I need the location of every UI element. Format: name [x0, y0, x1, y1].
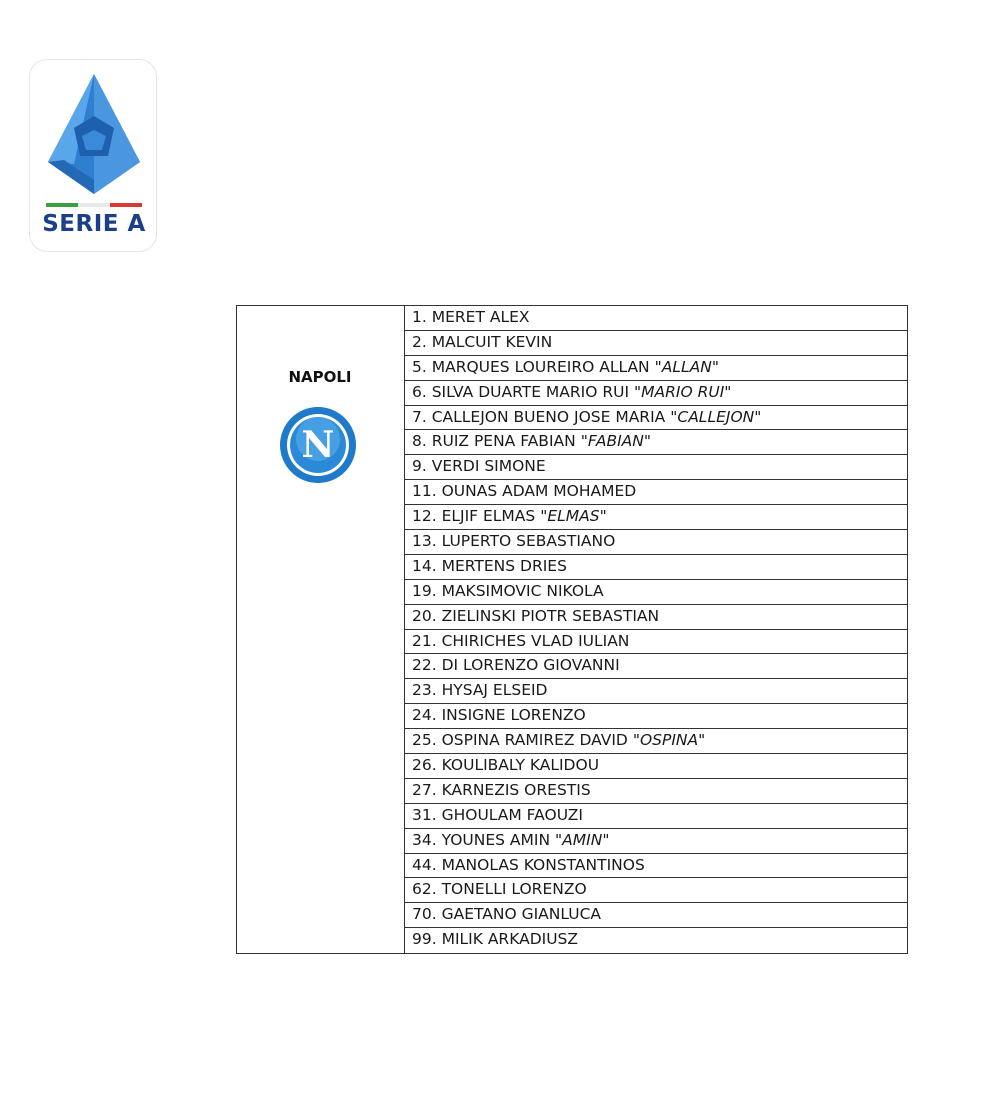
italian-flag-stripe: [46, 203, 142, 207]
player-name: 70. GAETANO GIANLUCA: [412, 905, 601, 924]
player-name: 2. MALCUIT KEVIN: [412, 332, 553, 351]
player-row: [405, 580, 907, 605]
league-name: SERIE A: [42, 211, 146, 237]
player-name: 26. KOULIBALY KALIDOU: [412, 756, 600, 775]
player-name: 14. MERTENS DRIES: [412, 556, 567, 575]
player-row: [405, 729, 907, 754]
player-name: 31. GHOULAM FAOUZI: [412, 805, 583, 824]
player-row: [405, 754, 907, 779]
player-name: 25. OSPINA RAMIREZ DAVID: [412, 731, 628, 750]
player-name: 7. CALLEJON BUENO JOSE MARIA: [412, 407, 666, 426]
player-name: 1. MERET ALEX: [412, 308, 530, 326]
player-row: [405, 455, 907, 480]
player-name: 5. MARQUES LOUREIRO ALLAN: [412, 357, 650, 376]
player-name: 99. MILIK ARKADIUSZ: [412, 930, 578, 949]
player-row: [405, 381, 907, 406]
serie-a-league-icon: [44, 72, 144, 200]
player-row: [405, 654, 907, 679]
player-name: 20. ZIELINSKI PIOTR SEBASTIAN: [412, 606, 660, 625]
player-row: [405, 530, 907, 555]
player-name: 13. LUPERTO SEBASTIANO: [412, 532, 616, 551]
player-name: 22. DI LORENZO GIOVANNI: [412, 656, 620, 675]
team-name: NAPOLI: [288, 368, 352, 386]
team-roster-table: [236, 305, 908, 954]
player-row: [405, 331, 907, 356]
team-cell: [237, 306, 405, 953]
player-nickname: "ELMAS": [540, 507, 607, 526]
player-list: [405, 306, 907, 953]
serie-a-logo: [29, 59, 157, 252]
player-name: 11. OUNAS ADAM MOHAMED: [412, 482, 637, 501]
player-row: [405, 555, 907, 580]
player-name: 6. SILVA DUARTE MARIO RUI: [412, 382, 630, 401]
player-name: 62. TONELLI LORENZO: [412, 880, 587, 899]
crest-letter: N: [301, 424, 335, 466]
player-nickname: "OSPINA": [632, 731, 706, 750]
player-row: [405, 630, 907, 655]
player-name: 8. RUIZ PENA FABIAN: [412, 432, 576, 451]
player-name: 12. ELJIF ELMAS: [412, 507, 536, 526]
player-row: [405, 903, 907, 928]
player-row: [405, 679, 907, 704]
player-name: 21. CHIRICHES VLAD IULIAN: [412, 631, 630, 650]
stripe-green: [46, 203, 78, 207]
player-row: [405, 306, 907, 331]
player-row: [405, 854, 907, 879]
player-nickname: "FABIAN": [580, 432, 651, 451]
player-row: [405, 406, 907, 431]
player-row: [405, 829, 907, 854]
player-row: [405, 804, 907, 829]
player-name: 23. HYSAJ ELSEID: [412, 681, 548, 700]
stripe-red: [110, 203, 142, 207]
player-nickname: "CALLEJON": [670, 407, 762, 426]
player-name: 34. YOUNES AMIN: [412, 830, 551, 849]
player-row: [405, 356, 907, 381]
player-name: 27. KARNEZIS ORESTIS: [412, 780, 591, 799]
player-name: 24. INSIGNE LORENZO: [412, 706, 586, 725]
player-name: 9. VERDI SIMONE: [412, 457, 546, 476]
player-nickname: "MARIO RUI": [634, 382, 732, 401]
player-nickname: "ALLAN": [654, 357, 719, 376]
player-nickname: "AMIN": [555, 830, 610, 849]
player-row: [405, 704, 907, 729]
player-name: 19. MAKSIMOVIC NIKOLA: [412, 581, 604, 600]
stripe-white: [78, 203, 110, 207]
napoli-crest-icon: [279, 406, 357, 484]
player-row: [405, 779, 907, 804]
player-row: [405, 505, 907, 530]
player-row: [405, 605, 907, 630]
player-row: [405, 480, 907, 505]
player-name: 44. MANOLAS KONSTANTINOS: [412, 855, 645, 874]
player-row: [405, 430, 907, 455]
player-row: [405, 878, 907, 903]
player-row: [405, 928, 907, 953]
